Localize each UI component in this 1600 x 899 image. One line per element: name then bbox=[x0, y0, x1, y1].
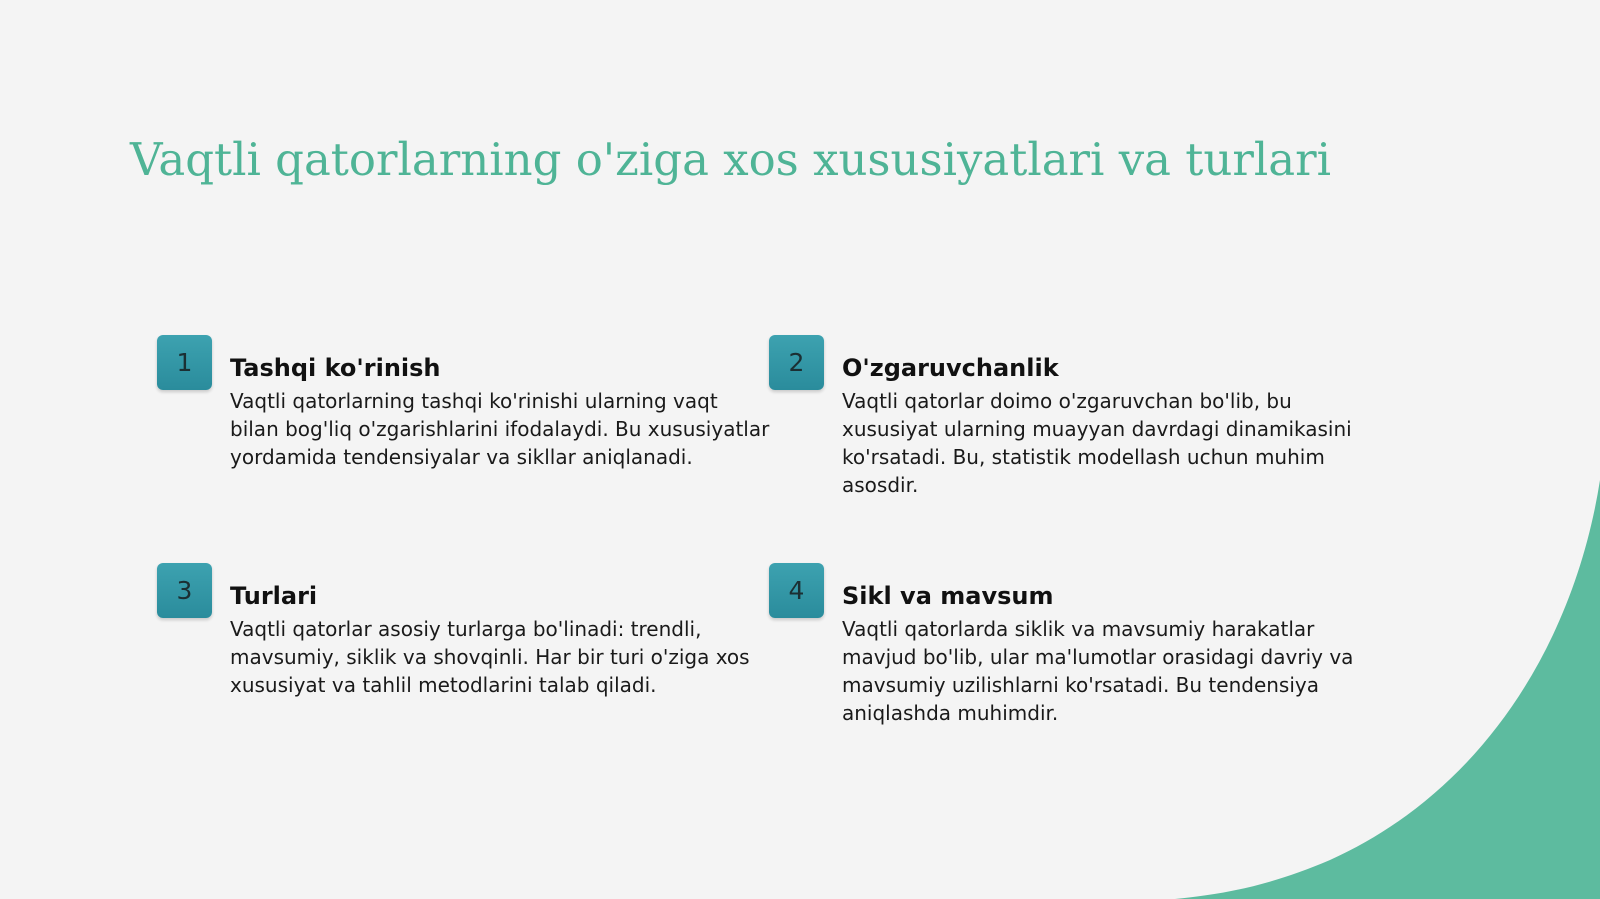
number-badge: 1 bbox=[157, 335, 212, 390]
item-description: Vaqtli qatorlar doimo o'zgaruvchan bo'lib, bu xususiyat ularning muayyan davrdagi dinamikasini ko'rsatadi. Bu, statistik modellash uchun muhim asosdir. bbox=[842, 389, 1352, 497]
item-heading: Sikl va mavsum bbox=[842, 582, 1054, 610]
number-badge: 3 bbox=[157, 563, 212, 618]
number-badge: 4 bbox=[769, 563, 824, 618]
number-badge: 2 bbox=[769, 335, 824, 390]
item-heading: Turlari bbox=[230, 582, 318, 610]
item-heading: Tashqi ko'rinish bbox=[230, 354, 441, 382]
item-description: Vaqtli qatorlarda siklik va mavsumiy harakatlar mavjud bo'lib, ular ma'lumotlar orasidagi davriy va mavsumiy uzilishlarni ko'rsatadi. Bu tendensiya aniqlashda muhimdir. bbox=[842, 617, 1354, 725]
item-description: Vaqtli qatorlarning tashqi ko'rinishi ularning vaqt bilan bog'liq o'zgarishlarini ifodalaydi. Bu xususiyatlar yordamida tendensiyalar va sikllar aniqlanadi. bbox=[230, 389, 770, 469]
item-heading: O'zgaruvchanlik bbox=[842, 354, 1059, 382]
item-description: Vaqtli qatorlar asosiy turlarga bo'linadi: trendli, mavsumiy, siklik va shovqinli. Har bir turi o'ziga xos xususiyat va tahlil metodlarini talab qiladi. bbox=[230, 617, 750, 697]
slide-title: Vaqtli qatorlarning o'ziga xos xususiyatlari va turlari bbox=[130, 133, 1332, 186]
